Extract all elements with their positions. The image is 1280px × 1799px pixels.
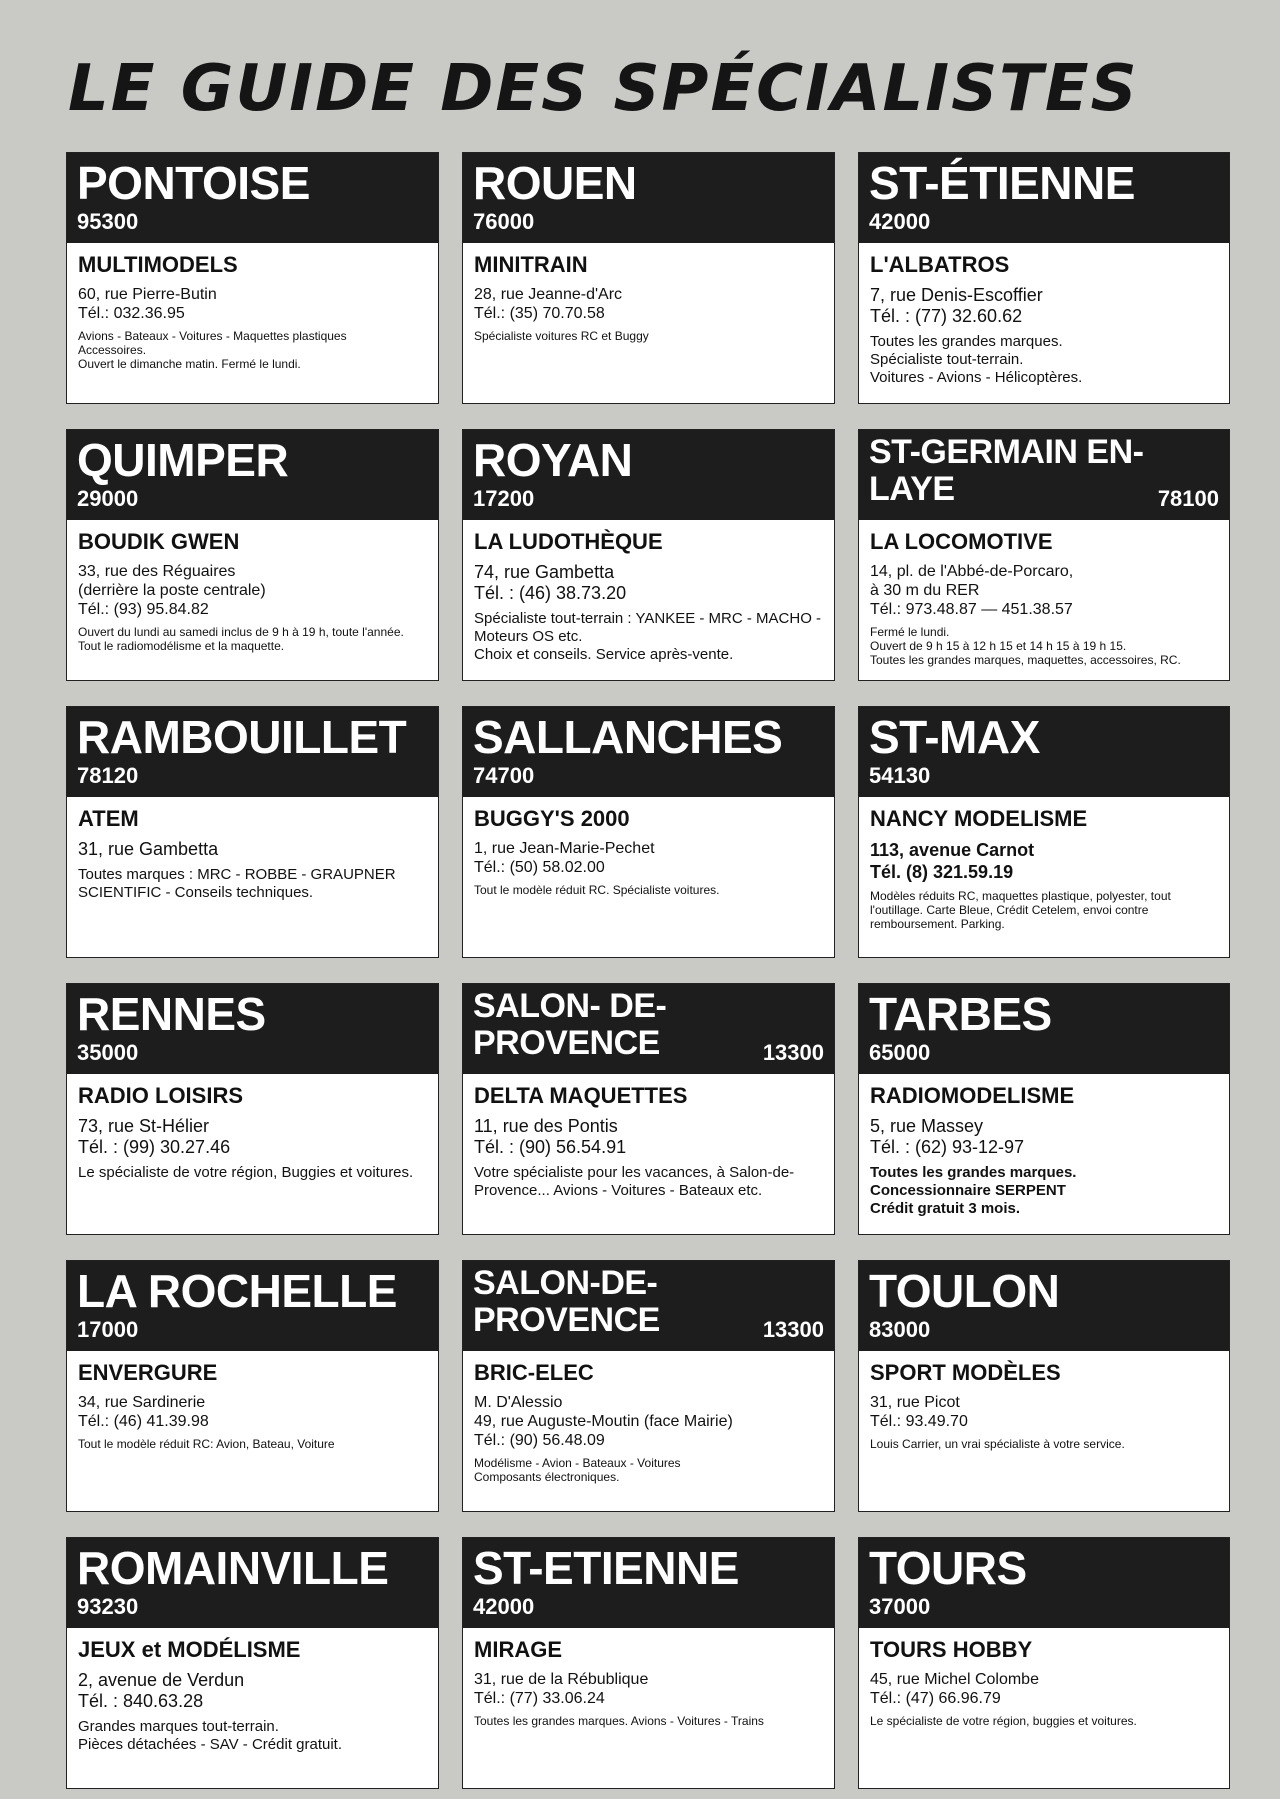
postcode: 37000 [869,1594,931,1619]
postcode: 35000 [77,1040,139,1065]
card-body [463,520,834,680]
shop-card [462,706,835,958]
shop-description: Fermé le lundi. [870,625,950,639]
address-block [474,1393,824,1450]
address-line: 31, rue Picot [870,1394,960,1411]
city-name: RAMBOUILLET [77,711,407,763]
shop-description: Spécialiste tout-terrain : YANKEE - MRC - MACHO - Moteurs OS etc. [474,610,822,645]
city-name: ROYAN [473,434,633,486]
card-header [463,984,834,1074]
postcode: 42000 [473,1594,535,1619]
shop-name: LA LUDOTHÈQUE [474,529,663,554]
shop-description: Modèles réduits RC, maquettes plastique, polyester, tout l'outillage. Carte Bleue, Crédit Cetelem, envoi contre remboursement. Parking. [870,889,1171,931]
shop-card [462,983,835,1235]
address-line: 7, rue Denis-Escoffier [870,285,1043,305]
card-header [463,707,834,797]
shop-description: Toutes les grandes marques. Avions - Voitures - Trains [474,1714,764,1728]
shop-name: SPORT MODÈLES [870,1360,1061,1385]
shop-description: Louis Carrier, un vrai spécialiste à votre service. [870,1437,1125,1451]
shop-description: Pièces détachées - SAV - Crédit gratuit. [78,1736,343,1753]
address-line: Tél.: (35) 70.70.58 [474,305,605,322]
address-block [870,1116,1219,1158]
address-line: 2, avenue de Verdun [78,1670,245,1690]
address-line: 31, rue Gambetta [78,839,219,859]
card-body [67,1351,438,1511]
address-line: Tél. (8) 321.59.19 [870,862,1014,882]
address-line: 113, avenue Carnot [870,840,1035,860]
postcode: 13300 [762,1317,824,1342]
shop-card [858,1537,1230,1789]
card-header [463,430,834,520]
card-body [67,1628,438,1788]
shop-description: Votre spécialiste pour les vacances, à Salon-de-Provence... Avions - Voitures - Bateaux etc. [474,1164,795,1199]
address-line: 5, rue Massey [870,1116,984,1136]
city-name: ST-ÉTIENNE [869,157,1135,209]
address-line: 33, rue des Réguaires [78,563,236,580]
card-body [463,1628,834,1788]
shop-description: Le spécialiste de votre région, Buggies et voitures. [78,1164,414,1181]
shop-card [462,1537,835,1789]
shop-description: Accessoires. [78,343,147,357]
city-name: ROMAINVILLE [77,1542,389,1594]
shop-description: Avions - Bateaux - Voitures - Maquettes plastiques [78,329,347,343]
shop-card [66,706,439,958]
city-name: SALON-DE- PROVENCE [473,1265,660,1339]
shop-description: Ouvert de 9 h 15 à 12 h 15 et 14 h 15 à 19 h 15. [870,639,1127,653]
page-title: LE GUIDE DES SPÉCIALISTES [68,52,1139,126]
shop-card [858,1260,1230,1512]
address-line: M. D'Alessio [474,1394,563,1411]
address-line: 28, rue Jeanne-d'Arc [474,286,623,303]
card-header [859,984,1229,1074]
city-name: ROUEN [473,157,637,209]
postcode: 74700 [473,763,535,788]
city-name: RENNES [77,988,266,1040]
postcode: 95300 [77,209,139,234]
card-header [67,984,438,1074]
card-header [859,1261,1229,1351]
address-block [78,1393,428,1431]
address-line: Tél.: 973.48.87 — 451.38.57 [870,601,1073,618]
shop-name: JEUX et MODÉLISME [78,1637,301,1662]
shop-name: MIRAGE [474,1637,562,1662]
shop-card [858,706,1230,958]
address-block [474,839,824,877]
city-name: LA ROCHELLE [77,1265,397,1317]
shop-card [858,152,1230,404]
shop-card [858,983,1230,1235]
card-body [859,1074,1229,1234]
city-name: PONTOISE [77,157,310,209]
shop-name: BUGGY'S 2000 [474,806,630,831]
card-body [67,1074,438,1234]
address-line: 49, rue Auguste-Moutin (face Mairie) [474,1413,733,1430]
address-line: 11, rue des Pontis [474,1116,618,1136]
shop-description: Tout le modèle réduit RC: Avion, Bateau, Voiture [78,1437,335,1451]
postcode: 78100 [1157,486,1219,511]
address-line: Tél.: (50) 58.02.00 [474,859,605,876]
address-line: 45, rue Michel Colombe [870,1671,1039,1688]
city-name: ST-MAX [869,711,1040,763]
postcode: 17200 [473,486,535,511]
postcode: 83000 [869,1317,931,1342]
card-body [463,797,834,957]
postcode: 76000 [473,209,535,234]
card-header [463,1261,834,1351]
shop-description: Spécialiste voitures RC et Buggy [474,329,649,343]
shop-description: Voitures - Avions - Hélicoptères. [870,369,1083,386]
card-body [463,1351,834,1511]
shop-description: Toutes les grandes marques. [870,1164,1077,1181]
card-header [67,430,438,520]
card-header [463,1538,834,1628]
card-header [67,1538,438,1628]
card-body [67,243,438,403]
address-line: Tél.: (93) 95.84.82 [78,601,209,618]
shop-name: RADIO LOISIRS [78,1083,244,1108]
address-line: Tél.: (46) 41.39.98 [78,1413,209,1430]
address-line: 14, pl. de l'Abbé-de-Porcaro, [870,563,1074,580]
shop-name: LA LOCOMOTIVE [870,529,1053,554]
shop-name: MULTIMODELS [78,252,238,277]
shop-name: DELTA MAQUETTES [474,1083,688,1108]
shop-description: Concessionnaire SERPENT [870,1182,1066,1199]
card-body [859,797,1229,957]
shop-description: Crédit gratuit 3 mois. [870,1200,1021,1217]
address-block [78,1116,428,1158]
address-block [870,1670,1219,1708]
card-header [463,153,834,243]
address-block [870,562,1219,619]
shop-description: Le spécialiste de votre région, buggies et voitures. [870,1714,1137,1728]
address-line: 73, rue St-Hélier [78,1116,210,1136]
address-line: Tél. : (90) 56.54.91 [474,1137,627,1157]
address-line: Tél.: (77) 33.06.24 [474,1690,605,1707]
address-line: (derrière la poste centrale) [78,582,266,599]
address-block [78,1670,428,1712]
city-name: ST-ETIENNE [473,1542,739,1594]
postcode: 54130 [869,763,931,788]
shop-name: BRIC-ELEC [474,1360,594,1385]
shop-card [462,1260,835,1512]
card-body [463,1074,834,1234]
shop-description: Toutes marques : MRC - ROBBE - GRAUPNER SCIENTIFIC - Conseils techniques. [78,866,396,901]
shop-description: Spécialiste tout-terrain. [870,351,1024,368]
card-body [859,1628,1229,1788]
card-body [859,1351,1229,1511]
address-block [870,839,1219,883]
address-line: Tél.: 93.49.70 [870,1413,968,1430]
postcode: 65000 [869,1040,931,1065]
shop-description: Toutes les grandes marques, maquettes, accessoires, RC. [870,653,1181,667]
address-line: 31, rue de la Rébublique [474,1671,649,1688]
city-name: ST-GERMAIN EN-LAYE [869,434,1144,508]
shop-name: RADIOMODELISME [870,1083,1075,1108]
postcode: 42000 [869,209,931,234]
shop-card [66,152,439,404]
card-header [67,707,438,797]
shop-card [66,429,439,681]
postcode: 93230 [77,1594,139,1619]
shop-name: L'ALBATROS [870,252,1010,277]
shop-description: Toutes les grandes marques. [870,333,1063,350]
shop-card [858,429,1230,681]
address-block [474,562,824,604]
address-block [474,1116,824,1158]
card-body [859,520,1229,680]
card-body [463,243,834,403]
shop-card [462,152,835,404]
postcode: 13300 [762,1040,824,1065]
address-line: 60, rue Pierre-Butin [78,286,217,303]
shop-description: Ouvert du lundi au samedi inclus de 9 h à 19 h, toute l'année. Tout le radiomodélisme et la maquette. [78,625,404,653]
shop-description: Modélisme - Avion - Bateaux - Voitures [474,1456,681,1470]
city-name: SALON- DE- PROVENCE [473,988,667,1062]
shop-name: TOURS HOBBY [870,1637,1033,1662]
shop-card [66,1260,439,1512]
postcode: 78120 [77,763,139,788]
address-line: Tél. : 840.63.28 [78,1691,204,1711]
shop-card [462,429,835,681]
address-block [78,285,428,323]
shop-description: Choix et conseils. Service après-vente. [474,646,734,663]
shop-name: ATEM [78,806,139,831]
address-block [870,285,1219,327]
card-header [67,1261,438,1351]
address-line: Tél. : (62) 93-12-97 [870,1137,1025,1157]
card-header [859,153,1229,243]
city-name: QUIMPER [77,434,289,486]
city-name: TARBES [869,988,1052,1040]
shop-name: MINITRAIN [474,252,588,277]
card-header [859,707,1229,797]
address-block [78,562,428,619]
address-line: Tél.: (90) 56.48.09 [474,1432,605,1449]
address-line: Tél. : (99) 30.27.46 [78,1137,231,1157]
address-line: Tél. : (46) 38.73.20 [474,583,627,603]
address-line: 34, rue Sardinerie [78,1394,206,1411]
address-line: Tél. : (77) 32.60.62 [870,306,1023,326]
address-block [474,285,824,323]
shop-card [66,1537,439,1789]
city-name: SALLANCHES [473,711,783,763]
address-block [474,1670,824,1708]
postcode: 29000 [77,486,139,511]
card-header [67,153,438,243]
city-name: TOURS [869,1542,1027,1594]
card-header [859,430,1229,520]
address-line: Tél.: 032.36.95 [78,305,185,322]
shop-name: ENVERGURE [78,1360,218,1385]
shop-description: Grandes marques tout-terrain. [78,1718,279,1735]
shop-name: BOUDIK GWEN [78,529,240,554]
shop-name: NANCY MODELISME [870,806,1088,831]
address-block [78,839,428,860]
address-line: 1, rue Jean-Marie-Pechet [474,840,655,857]
shop-card [66,983,439,1235]
specialist-grid [66,152,1235,1789]
address-line: Tél.: (47) 66.96.79 [870,1690,1001,1707]
shop-description: Tout le modèle réduit RC. Spécialiste voitures. [474,883,720,897]
shop-description: Composants électroniques. [474,1470,620,1484]
postcode: 17000 [77,1317,139,1342]
card-body [67,797,438,957]
address-line: 74, rue Gambetta [474,562,615,582]
address-line: à 30 m du RER [870,582,980,599]
shop-description: Ouvert le dimanche matin. Fermé le lundi. [78,357,301,371]
card-header [859,1538,1229,1628]
address-block [870,1393,1219,1431]
city-name: TOULON [869,1265,1060,1317]
card-body [859,243,1229,403]
card-body [67,520,438,680]
